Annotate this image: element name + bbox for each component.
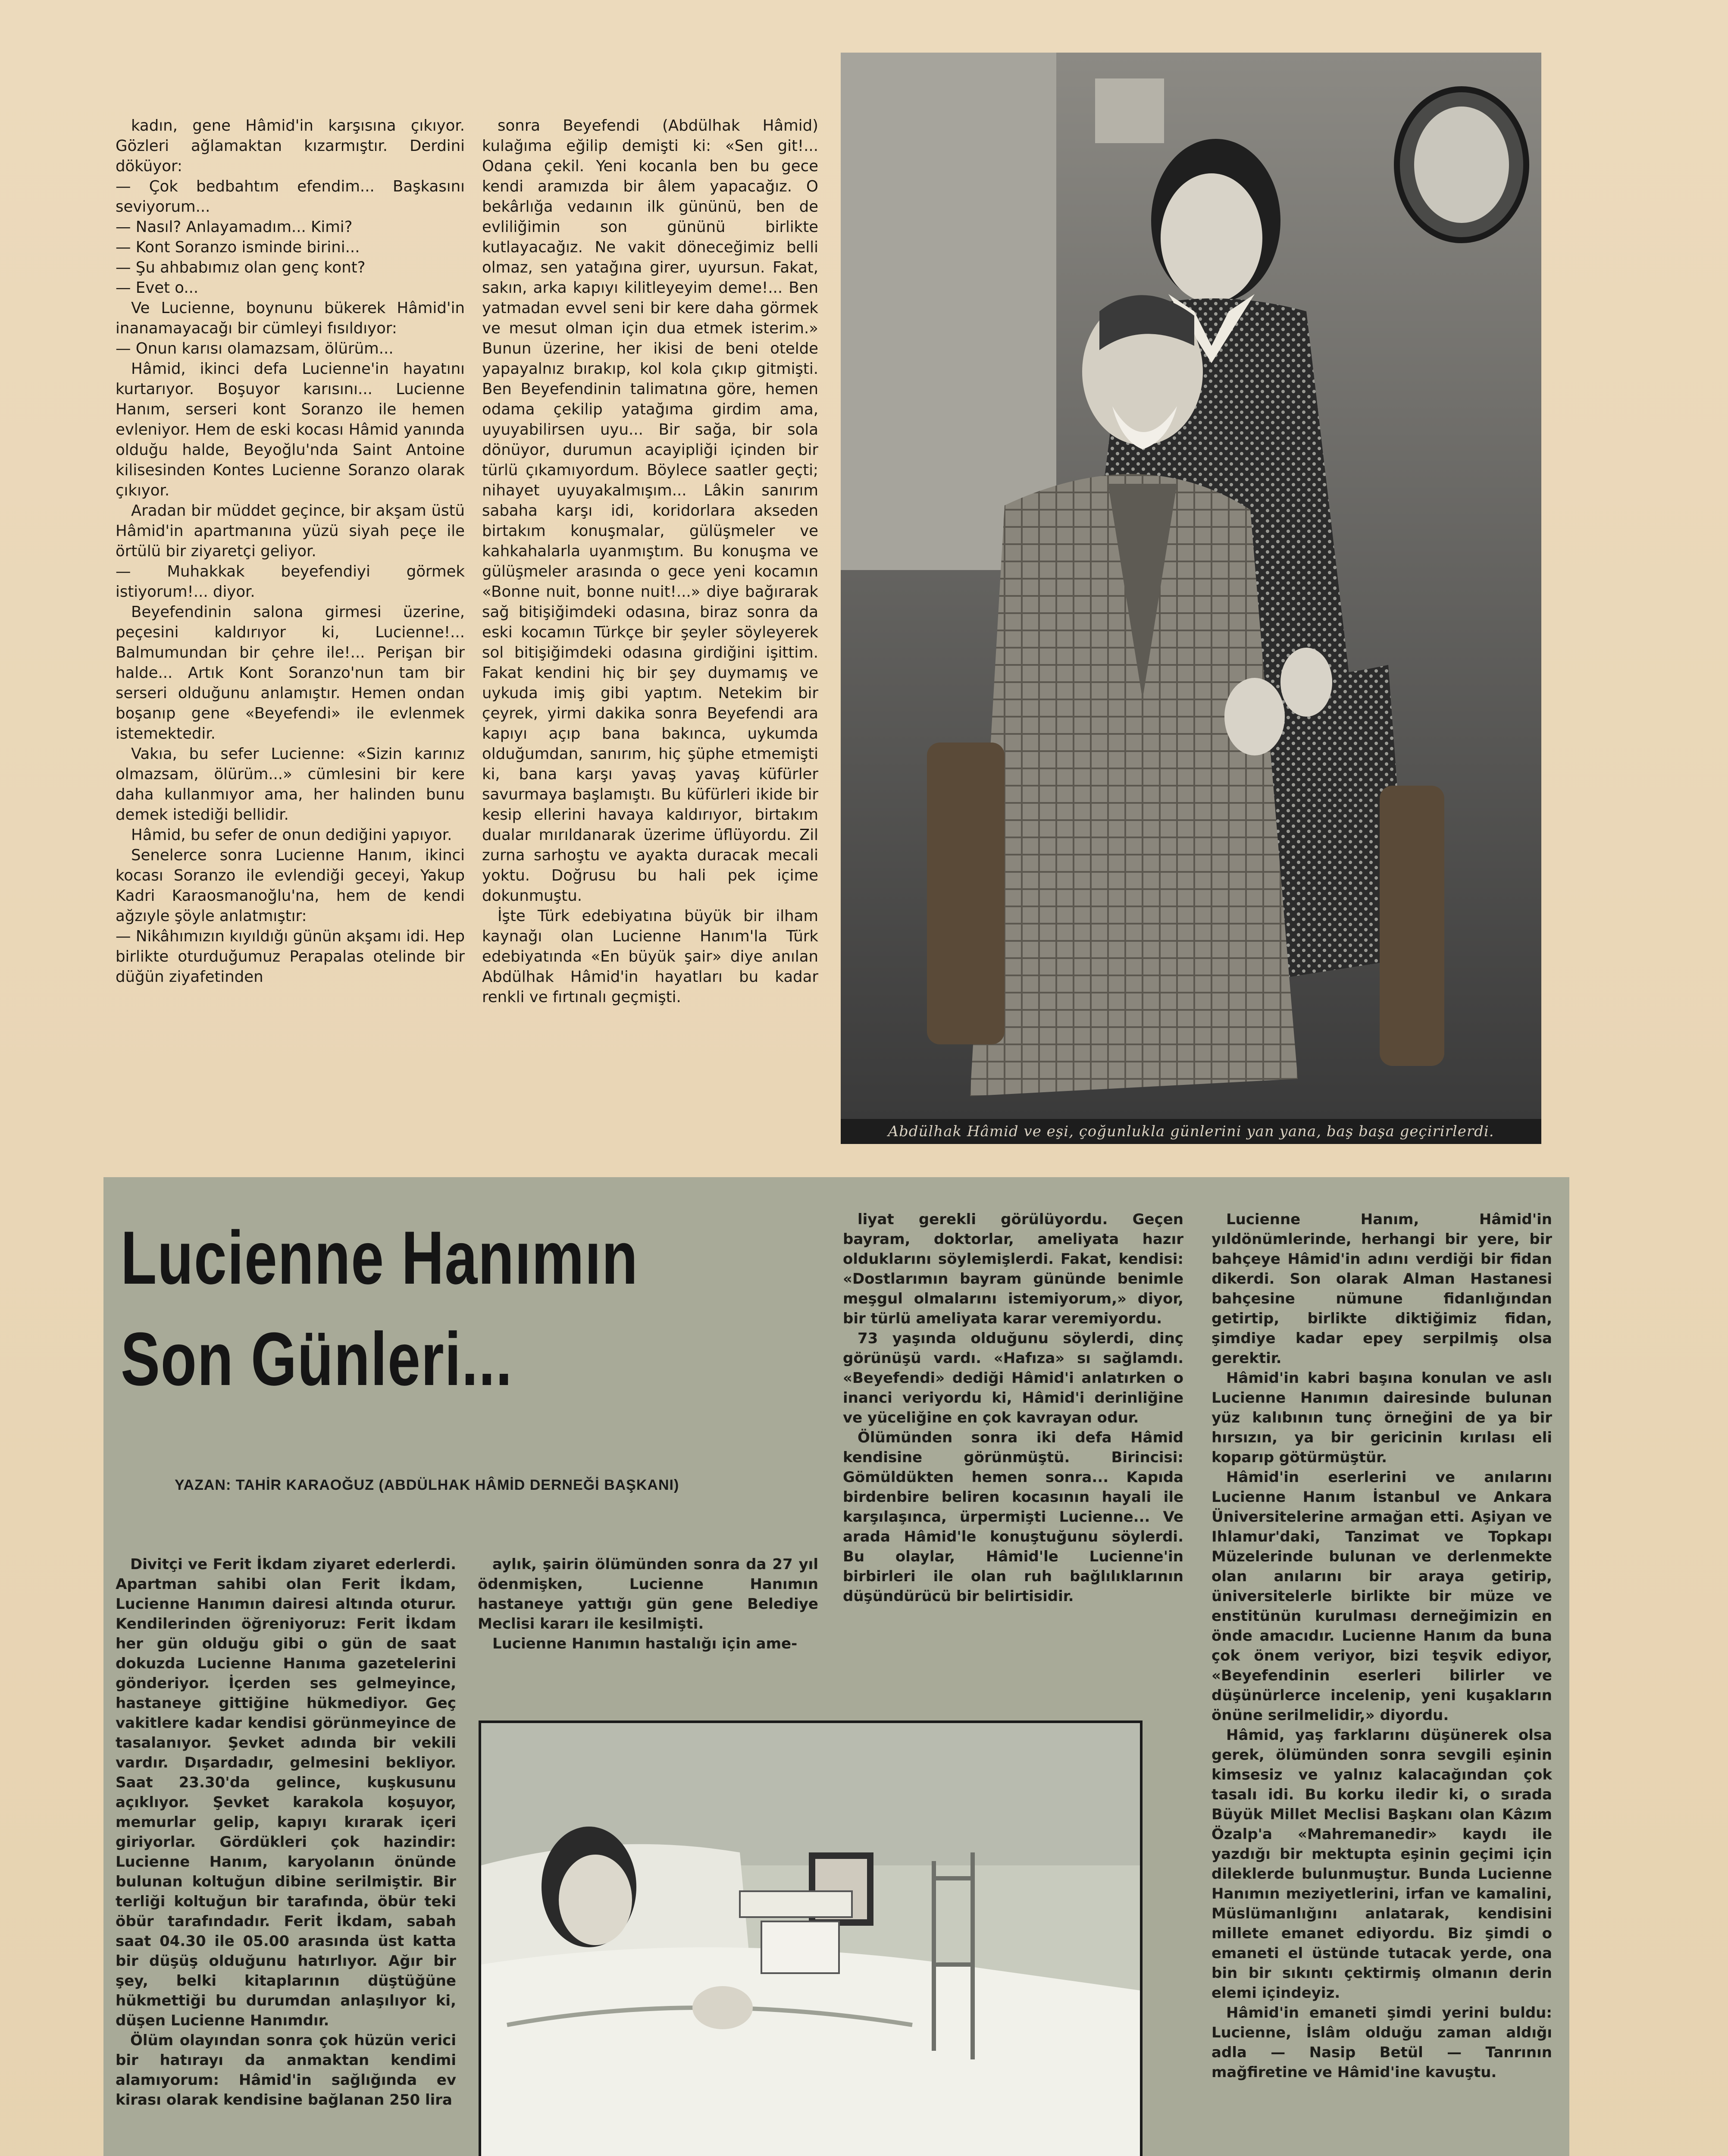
article-title: [121, 1207, 686, 1410]
top-col1-paragraph: Ve Lucienne, boynunu bükerek Hâmid'in inanamayacağı bir cümleyi fısıldıyor:: [116, 299, 465, 337]
article-title-line-2: Son Günleri...: [121, 1317, 513, 1401]
article-col3-paragraph: Ölümünden sonra iki defa Hâmid kendisine görünmüştü. Birincisi: Gömüldükten hemen sonra... Kapıda birdenbire beliren kocasının hayali ile karşılaşınca, ürpermişti Lucienne... Ve arada Hâmid'le konuştuğunu söylerdi. Bu olaylar, Hâmid'le Lucienne'in birbirleri ile olan ruh bağlılıklarının düşündürücü bir belirtisidir.: [843, 1429, 1183, 1605]
top-col1-paragraph: kadın, gene Hâmid'in karşısına çıkıyor. Gözleri ağlamaktan kızarmıştır. Derdini döküyor:: [116, 117, 465, 175]
top-col1-paragraph: — Şu ahbabımız olan genç kont?: [116, 259, 366, 276]
article-col4-paragraph: Lucienne Hanım, Hâmid'in yıldönümlerinde, herhangi bir yere, bir bahçeye Hâmid'in adını verdiği bir fidan dikerdi. Son olarak Alman Hastanesi bahçesine nümune fidanlığından getirtip, birlikte diktiğimiz fidan, şimdiye kadar epey serpilmiş olsa gerektir.: [1211, 1211, 1552, 1367]
top-col2-paragraph: İşte Türk edebiyatına büyük bir ilham kaynağı olan Lucienne Hanım'la Türk edebiyatında «En büyük şair» diye anılan Abdülhak Hâmid'in hayatları bu kadar renkli ve fırtınalı geçmişti.: [482, 907, 818, 1006]
top-col1-paragraph: — Nasıl? Anlayamadım... Kimi?: [116, 218, 353, 236]
top-col1-paragraph: Senelerce sonra Lucienne Hanım, ikinci kocası Soranzo ile evlendiği geceyi, Yakup Kadri Karaosmanoğlu'na, hem de kendi ağzıyle şöyle anlatmıştır:: [116, 846, 465, 925]
top-col1-paragraph: — Çok bedbahtım efendim... Başkasını seviyorum...: [116, 178, 465, 216]
top-col1-paragraph: Hâmid, ikinci defa Lucienne'in hayatını kurtarıyor. Boşuyor karısını... Lucienne Hanım, serseri kont Soranzo ile hemen evleniyor. Hem de eski kocası Hâmid yanında olduğu halde, Beyoğlu'nda Saint Antoine kilisesinden Kontes Lucienne Soranzo olarak çıkıyor.: [116, 360, 465, 499]
article-byline: YAZAN: TAHİR KARAOĞUZ (ABDÜLHAK HÂMİD DERNEĞİ BAŞKANI): [175, 1477, 679, 1493]
article-column-3: [843, 1210, 1183, 1606]
top-column-2: [482, 116, 818, 1007]
article-col2-paragraph: Lucienne Hanımın hastalığı için ame-: [492, 1635, 798, 1652]
article-col1-paragraph: Ölüm olayından sonra çok hüzün verici bir hatırayı da anmaktan kendimi alamıyorum: Hâmid'in sağlığında ev kirası olarak kendisine bağlanan 250 lira: [116, 2032, 456, 2109]
article-col4-paragraph: Hâmid, yaş farklarını düşünerek olsa gerek, ölümünden sonra sevgili eşinin kimsesiz ve yalnız kalacağından çok tasalı idi. Bu korku iledir ki, o sırada Büyük Millet Meclisi Başkanı olan Kâzım Özalp'a «Mahremanedir» kaydı ile yazdığı bir mektupta eşinin geçimi için dileklerde bulunmuştur. Bunda Lucienne Hanımın meziyetlerini, irfan ve kamalini, Müslümanlığını anlatarak, kendisini millete emanet ediyordu. Biz şimdi o emaneti el üstünde tutacak yerde, ona bin bir sıkıntı çektirmiş olmanın derin elemi içindeyiz.: [1211, 1727, 1552, 2002]
top-column-1: [116, 116, 465, 987]
article-column-1: [116, 1554, 456, 2110]
top-col1-paragraph: — Evet o...: [116, 279, 199, 297]
article-col3-paragraph: 73 yaşında olduğunu söylerdi, dinç görünüşü vardı. «Hafıza» sı sağlamdı. «Beyefendi» dediği Hâmid'i anlatırken o inanci veriyordu ki, Hâmid'i derinliğine ve yüceliğine en çok kavrayan odur.: [843, 1330, 1183, 1426]
top-col1-paragraph: — Onun karısı olamazsam, ölürüm...: [116, 340, 394, 357]
article-col4-paragraph: Hâmid'in kabri başına konulan ve aslı Lucienne Hanımın dairesinde bulunan yüz kalıbının tunç örneğini de ya bir hırsızın, ya bir gericinin kırılası eli koparıp götürmüştür.: [1211, 1369, 1552, 1466]
couple-photo-caption: Abdülhak Hâmid ve eşi, çoğunlukla günlerini yan yana, baş başa geçirirlerdi.: [841, 1119, 1541, 1144]
hospital-photo: [479, 1720, 1143, 2156]
article-column-4: [1211, 1210, 1552, 2082]
top-col1-paragraph: — Muhakkak beyefendiyi görmek istiyorum!... diyor.: [116, 563, 465, 601]
top-col1-paragraph: — Kont Soranzo isminde birini...: [116, 238, 360, 256]
article-col3-paragraph: liyat gerekli görülüyordu. Geçen bayram, doktorlar, ameliyata hazır olduklarını söylemişlerdi. Fakat, kendisi: «Dostlarımın bayram gününde benimle meşgul olmalarını istemiyorum,» diyor, bir türlü ameliyata karar veremiyordu.: [843, 1211, 1183, 1327]
top-col1-paragraph: Hâmid, bu sefer de onun dediğini yapıyor.: [131, 826, 452, 844]
top-col1-paragraph: Beyefendinin salona girmesi üzerine, peçesini kaldırıyor ki, Lucienne!... Balmumundan bir çehre ile!... Perişan bir halde... Artık Kont Soranzo'nun tam bir serseri olduğunu anlamıştır. Hemen ondan boşanıp gene «Beyefendi» ile evlenmek istemektedir.: [116, 603, 465, 743]
article-col1-paragraph: Divitçi ve Ferit İkdam ziyaret ederlerdi. Apartman sahibi olan Ferit İkdam, Lucienne Hanımın dairesi altında oturur. Kendilerinden öğreniyoruz: Ferit İkdam her gün olduğu gibi o gün de saat dokuzda Lucienne Hanıma gazetelerini gönderiyor. İçerden ses gelmeyince, hastaneye gittiğine hükmediyor. Geç vakitlere kadar kendisi görünmeyince de tasalanıyor. Şevket adında bir vekili vardır. Dışardadır, gelmesini bekliyor. Saat 23.30'da gelince, kuşkusunu açıklıyor. Şevket karakola koşuyor, memurlar gelip, kapıyı kırarak içeri giriyorlar. Gördükleri çok hazindir: Lucienne Hanım, karyolanın önünde bulunan koltuğun dibine serilmiştir. Bir terliği koltuğun bir tarafında, öbür teki öbür tarafındadır. Ferit İkdam, sabah saat 04.30 ile 05.00 arasında üst katta bir düşüş olduğunu hatırlıyor. Ağır bir şey, belki kitaplarının düştüğüne hükmettiği bu durumdan anlaşılıyor ki, düşen Lucienne Hanımdır.: [116, 1556, 456, 2029]
couple-photo: [841, 53, 1541, 1139]
top-col1-paragraph: — Nikâhımızın kıyıldığı günün akşamı idi. Hep birlikte oturduğumuz Perapalas otelinde bir düğün ziyafetinden: [116, 928, 465, 986]
top-col2-paragraph: sonra Beyefendi (Abdülhak Hâmid) kulağıma eğilip demişti ki: «Sen git!... Odana çekil. Yeni kocanla ben bu gece kendi aramızda bir âlem yapacağız. O bekârlığa vedaının ilk gününü, ben de evliliğimin son gününü birlikte kutlayacağız. Ne vakit döneceğimiz belli olmaz, sen yatağına girer, uyursun. Fakat, sakın, arka kapıyı kilitleyeyim deme!... Ben yatmadan evvel seni bir kere daha görmek ve mesut olman için dua etmek isterim.» Bunun üzerine, her ikisi de beni otelde yapayalnız bırakıp, kol kola çıkıp gitmişti. Ben Beyefendinin talimatına göre, hemen odama çekilip yatağıma girdim ama, uyuyabilirsen uyu... Bir sağa, bir sola dönüyor, durumun acayipliği içinden bir türlü çıkamıyordum. Böylece saatler geçti; nihayet uyuyakalmışım... Lâkin sanırım sabaha karşı idi, koridorlara akseden birtakım konuşmalar, gülüşmeler ve kahkahalarla uyanmıştım. Bu konuşma ve gülüşmeler arasında o gece yeni kocamın «Bonne nuit, bonne nuit!...» diye bağırarak sağ bitişiğimdeki odasına, biraz sonra da eski kocamın Türkçe bir şeyler söyleyerek sol bitişiğimdeki odasına girdiğini işittim. Fakat kendini hiç bir şey duymamış ve uykuda imiş gibi yaptım. Netekim bir çeyrek, yirmi dakika sonra Beyefendi ara kapıyı açıp bana bakınca, uykumda olduğumdan, sanırım, hiç şüphe etmemişti ki, bana karşı yavaş yavaş küfürler savurmaya başlamıştı. Bu küfürleri ikide bir kesip ellerini havaya kaldırıyor, birtakım dualar mırıldanarak üzerime üflüyordu. Zil zurna sarhoştu ve ayakta duracak mecali yoktu. Doğrusu bu hali pek içime dokunmuştu.: [482, 117, 818, 905]
article-title-line-1: Lucienne Hanımın: [121, 1216, 639, 1300]
top-col1-paragraph: Aradan bir müddet geçince, bir akşam üstü Hâmid'in apartmanına yüzü siyah peçe ile örtülü bir ziyaretçi geliyor.: [116, 502, 465, 560]
article-col2-paragraph: aylık, şairin ölümünden sonra da 27 yıl ödenmişken, Lucienne Hanımın hastaneye yattığı gün gene Belediye Meclisi kararı ile kesilmişti.: [478, 1556, 818, 1633]
article-col4-paragraph: Hâmid'in emaneti şimdi yerini buldu: Lucienne, İslâm olduğu zaman aldığı adla — Nasip Betül — Tanrının mağfiretine ve Hâmid'ine kavuştu.: [1211, 2004, 1552, 2081]
article-column-2: [478, 1554, 818, 1654]
top-col1-paragraph: Vakıa, bu sefer Lucienne: «Sizin karınız olmazsam, ölürüm...» cümlesini bir kere daha kullanmıyor ama, her halinden bunu demek istediği bellidir.: [116, 745, 465, 824]
article-col4-paragraph: Hâmid'in eserlerini ve anılarını Lucienne Hanım İstanbul ve Ankara Üniversitelerine armağan etti. Aşiyan ve Ihlamur'daki, Tanzimat ve Topkapı Müzelerinde bulunan ve derlenmekte olan anılarını bir araya getirip, üniversitelerle birlikte bir müze ve enstitünün kurulması derneğimizin en önde amacıdır. Lucienne Hanım da buna çok önem veriyor, bizi teşvik ediyor, «Beyefendinin eserleri bilirler ve düşünürlerce incelenip, yeni kuşakların önüne serilmelidir,» diyordu.: [1211, 1469, 1552, 1724]
